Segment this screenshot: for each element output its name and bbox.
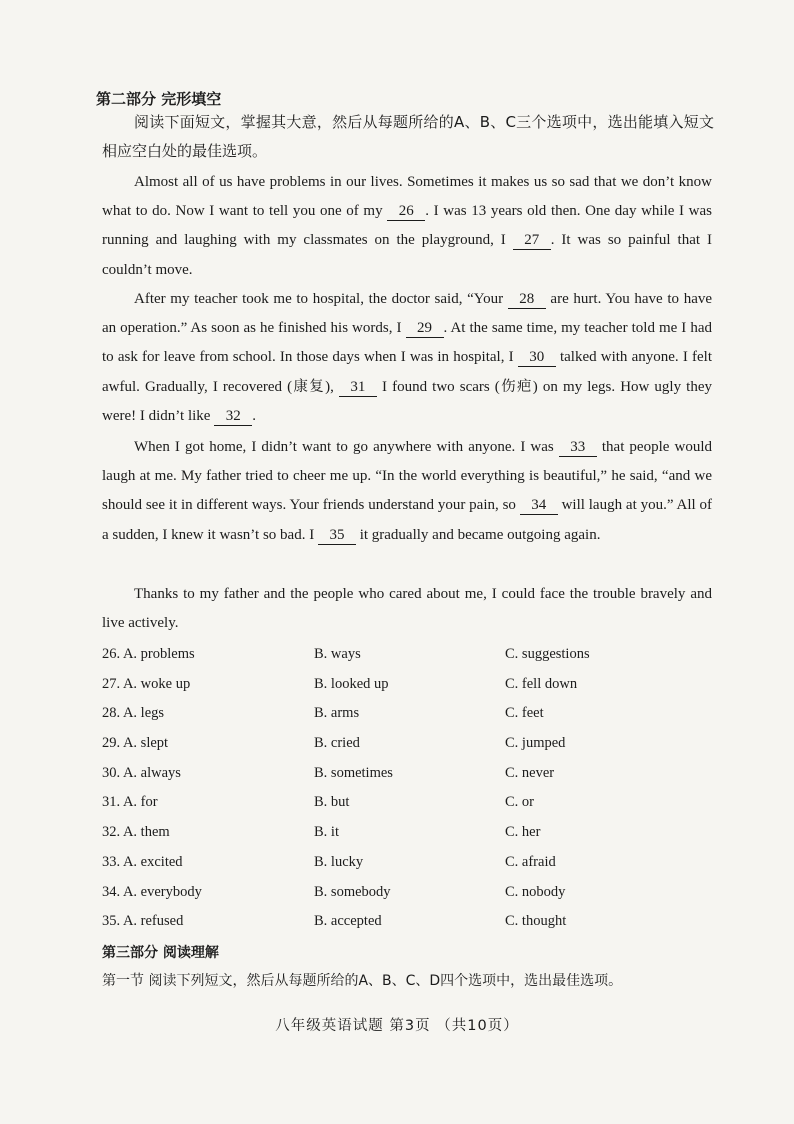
option-b: B. somebody <box>314 883 391 900</box>
blank-28: 28 <box>508 291 546 309</box>
option-a: 33. A. excited <box>102 853 183 870</box>
option-c: C. jumped <box>505 735 566 752</box>
blank-31: 31 <box>339 379 377 397</box>
option-row-28 <box>102 701 722 731</box>
passage-text: . At the same time, my teacher told me I had to ask for leave from school. In those days when I was in hospital, I <box>102 320 712 366</box>
option-c: C. thought <box>505 913 567 930</box>
option-row-27 <box>102 672 722 702</box>
option-b: B. it <box>314 824 339 841</box>
option-row-26 <box>102 642 722 672</box>
option-c: C. or <box>505 794 534 811</box>
option-c: C. suggestions <box>505 646 590 662</box>
passage-paragraph <box>102 285 712 431</box>
passage-text: After my teacher took me to hospital, the doctor said, “Your <box>134 291 508 307</box>
chinese-gloss: 康复 <box>292 378 326 395</box>
passage-paragraph <box>102 580 712 638</box>
passage-text: will laugh at you.” All of a sudden, I knew it wasn’t so bad. I <box>102 497 712 543</box>
passage-paragraph <box>102 433 712 550</box>
option-b: B. ways <box>314 646 361 662</box>
passage-text: ), <box>325 378 339 395</box>
chinese-gloss: 伤疤 <box>499 378 533 395</box>
option-row-31 <box>102 790 722 820</box>
blank-27: 27 <box>513 232 551 250</box>
option-a: 28. A. legs <box>102 705 165 722</box>
option-c: C. afraid <box>505 853 556 870</box>
blank-34: 34 <box>520 497 558 515</box>
blank-29: 29 <box>406 320 444 338</box>
option-c: C. nobody <box>505 883 566 900</box>
options-list <box>102 642 722 939</box>
option-c: C. never <box>505 764 555 781</box>
option-a: 26. A. problems <box>102 646 195 662</box>
passage-text: that people would laugh at me. My father tried to cheer me up. “In the world everything is beautiful,” he said, “and we should see it in different ways. Your friends understand your pain, so <box>102 439 712 514</box>
option-c: C. her <box>505 824 541 841</box>
option-a: 34. A. everybody <box>102 883 202 900</box>
option-a: 30. A. always <box>102 764 181 781</box>
option-a: 27. A. woke up <box>102 675 191 692</box>
blank-32: 32 <box>214 408 252 426</box>
option-b: B. looked up <box>314 675 389 692</box>
option-row-35 <box>102 909 722 939</box>
passage-text: . It was so painful that I couldn’t move. <box>102 232 712 278</box>
instructions-text: 第一节 阅读下列短文，然后从每题所给的A、B、C、D四个选项中，选出最佳选项。 <box>102 973 623 989</box>
option-a: 35. A. refused <box>102 913 184 930</box>
passage-text: I found two scars ( <box>376 378 500 395</box>
option-row-29 <box>102 731 722 761</box>
blank-30: 30 <box>518 349 556 367</box>
option-row-33 <box>102 850 722 880</box>
passage-text: . I was 13 years old then. One day while I was running and laughing with my classmates on the playground, I <box>102 203 713 249</box>
option-row-32 <box>102 820 722 850</box>
blank-33: 33 <box>559 439 597 457</box>
option-b: B. lucky <box>314 853 364 870</box>
passage-paragraph <box>102 168 712 285</box>
option-b: B. accepted <box>314 913 382 930</box>
passage-text: talked with anyone. I felt awful. Gradually, I recovered ( <box>102 349 712 395</box>
option-b: B. cried <box>314 735 360 752</box>
option-b: B. sometimes <box>314 764 393 781</box>
section-title: 第三部分 阅读理解 <box>102 945 219 961</box>
passage-text: Thanks to my father and the people who cared about me, I could face the trouble bravely and live actively. <box>102 586 712 632</box>
blank-26: 26 <box>387 203 425 221</box>
instructions-text: 阅读下面短文，掌握其大意，然后从每题所给的A、B、C三个选项中，选出能填入短文相应空白处的最佳选项。 <box>102 113 714 161</box>
option-c: C. feet <box>505 705 544 722</box>
passage-text: . <box>252 407 256 424</box>
option-a: 29. A. slept <box>102 735 169 752</box>
option-row-34 <box>102 880 722 910</box>
instructions <box>102 108 714 166</box>
option-c: C. fell down <box>505 675 578 692</box>
passage-text: are hurt. You have to have an operation.” As soon as he finished his words, I <box>102 291 713 337</box>
section-title: 第二部分 完形填空 <box>96 90 222 108</box>
page-footer: 八年级英语试题 第3页 （共10页） <box>275 1018 519 1034</box>
option-b: B. but <box>314 794 350 811</box>
option-a: 31. A. for <box>102 794 158 811</box>
blank-35: 35 <box>318 527 356 545</box>
option-b: B. arms <box>314 705 360 722</box>
passage-text: When I got home, I didn’t want to go anywhere with anyone. I was <box>134 439 559 455</box>
option-row-30 <box>102 761 722 791</box>
option-a: 32. A. them <box>102 824 170 841</box>
passage-text: it gradually and became outgoing again. <box>355 526 601 543</box>
passage-text: Almost all of us have problems in our lives. Sometimes it makes us so sad that we don’t know what to do. Now I want to tell you one of my <box>102 174 712 220</box>
passage-text: ) on my legs. How ugly they were! I didn’t like <box>102 378 713 424</box>
